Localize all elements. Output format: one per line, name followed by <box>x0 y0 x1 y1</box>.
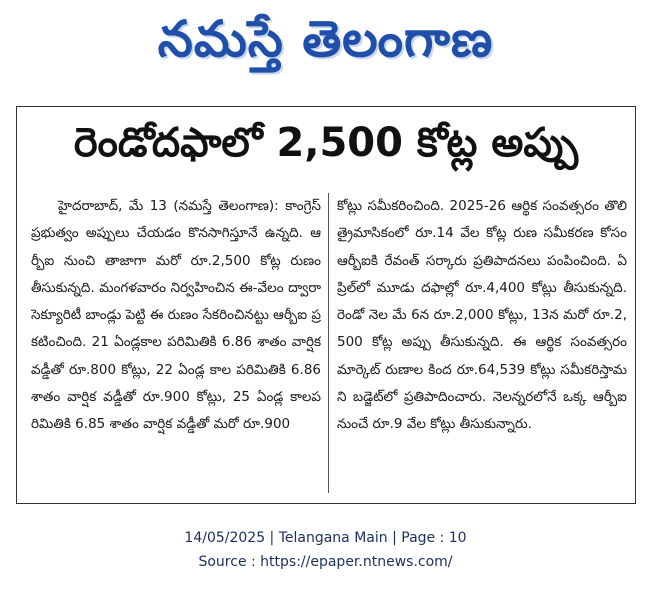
article-column-right: కోట్లు సమీకరించింది. 2025-26 ఆర్థిక సంవత్సరం తొలి త్రైమాసికంలో రూ.14 వేల కోట్ల రుణ సమీకరణ కోసం ఆర్బీఐకి రేవంత్ సర్కారు ప్రతిపాదనలు పంపించింది. ఏప్రిల్‌లో మూడు దఫాల్లో రూ.4,400 కోట్లు తీసుకున్నది. రెండో నెల మే 6న రూ.2,000 కోట్లు, 13న మరో రూ.2,500 కోట్ల అప్పు తీసుకున్నది. ఈ ఆర్థిక సంవత్సరం మార్కెట్ రుణాల కింద రూ.64,539 కోట్లు సమీకరిస్తామని బడ్జెట్‌లో ప్రతిపాదించారు. నెలన్నరలోనే ఒక్క ఆర్బీఐ నుంచే రూ.9 వేల కోట్లు తీసుకున్నారు. <box>337 198 627 433</box>
article-headline: రెండోదఫాలో 2,500 కోట్ల అప్పు <box>73 120 579 166</box>
masthead-logo: నమస్తే తెలంగాణ <box>157 10 494 68</box>
column-divider <box>328 193 329 493</box>
source-link[interactable]: Source : https://epaper.ntnews.com/ <box>198 554 453 570</box>
edition-info: 14/05/2025 | Telangana Main | Page : 10 <box>184 530 467 546</box>
news-clipping <box>16 106 636 504</box>
article-body <box>31 193 625 493</box>
article-column-left: హైదరాబాద్, మే 13 (నమస్తే తెలంగాణ): కాంగ్రెస్ ప్రభుత్వం అప్పులు చేయడం కొనసాగిస్తూనే ఉన్నది. ఆర్బీఐ నుంచి తాజాగా మరో రూ.2,500 కోట్ల రుణం తీసుకున్నది. మంగళవారం నిర్వహించిన ఈ-వేలం ద్వారా సెక్యూరిటీ బాండ్లు పెట్టి ఈ రుణం సేకరించినట్టు ఆర్బీఐ ప్రకటించింది. 21 ఏండ్లకాల పరిమితికి 6.86 శాతం వార్షిక వడ్డీతో రూ.800 కోట్లు, 22 ఏండ్ల కాల పరిమితికి 6.86 శాతం వార్షిక వడ్డీతో రూ.900 కోట్లు, 25 ఏండ్ల కాలపరిమితికి 6.85 శాతం వార్షిక వడ్డీతో మరో రూ.900 <box>31 198 321 433</box>
